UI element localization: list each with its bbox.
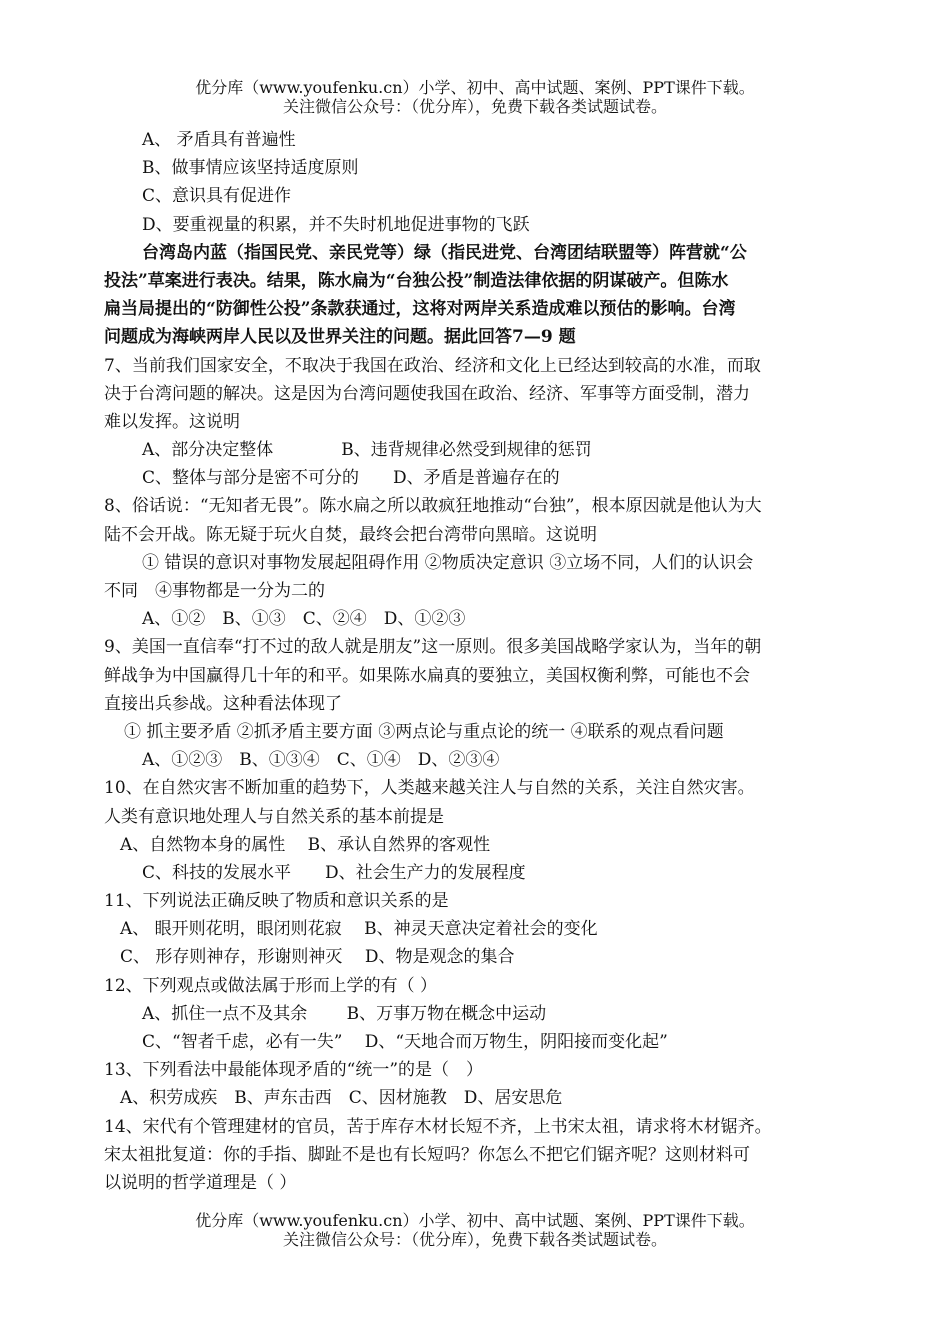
text-line: A、①②③ B、①③④ C、①④ D、②③④ xyxy=(142,750,500,771)
text-line: C、科技的发展水平 D、社会生产力的发展程度 xyxy=(142,862,526,883)
text-line: A、部分决定整体 B、违背规律必然受到规律的惩罚 xyxy=(142,440,592,461)
text-line: 7、当前我们国家安全，不取决于我国在政治、经济和文化上已经达到较高的水准，而取 xyxy=(104,355,761,376)
text-line: ① 抓主要矛盾 ②抓矛盾主要方面 ③两点论与重点论的统一 ④联系的观点看问题 xyxy=(124,721,724,742)
text-line: C、整体与部分是密不可分的 D、矛盾是普遍存在的 xyxy=(142,468,560,489)
text-line: C、 形存则神存，形谢则神灭 D、物是观念的集合 xyxy=(120,947,515,968)
text-line: C、意识具有促进作 xyxy=(142,186,292,207)
text-line: 宋太祖批复道：你的手指、脚趾不是也有长短吗？你怎么不把它们锯齐呢？这则材料可 xyxy=(104,1144,750,1165)
text-line: 难以发挥。这说明 xyxy=(104,411,240,432)
text-line: A、抓住一点不及其余 B、万事万物在概念中运动 xyxy=(142,1003,547,1024)
text-line: 10、在自然灾害不断加重的趋势下，人类越来越关注人与自然的关系，关注自然灾害。 xyxy=(104,778,755,799)
text-line: A、 矛盾具有普遍性 xyxy=(142,130,296,150)
footer-line-1: 优分库（www.youfenku.cn）小学、初中、高中试题、案例、PPT课件下载。 xyxy=(195,1211,755,1230)
text-line: A、①② B、①③ C、②④ D、①②③ xyxy=(142,609,466,630)
question-text xyxy=(104,126,860,1197)
text-line: 人类有意识地处理人与自然关系的基本前提是 xyxy=(104,806,444,827)
text-line: ① 错误的意识对事物发展起阻碍作用 ②物质决定意识 ③立场不同，人们的认识会 xyxy=(142,552,754,573)
text-line: 决于台湾问题的解决。这是因为台湾问题使我国在政治、经济、军事等方面受制，潜力 xyxy=(104,383,750,404)
text-line: 台湾岛内蓝（指国民党、亲民党等）绿（指民进党、台湾团结联盟等）阵营就“公 xyxy=(142,242,747,263)
text-line: 鲜战争为中国赢得几十年的和平。如果陈水扁真的要独立，美国权衡利弊，可能也不会 xyxy=(104,665,750,686)
text-line: 14、宋代有个管理建材的官员，苦于库存木材长短不齐，上书宋太祖，请求将木材锯齐。 xyxy=(104,1116,772,1137)
text-line: A、 眼开则花明，眼闭则花寂 B、神灵天意决定着社会的变化 xyxy=(120,919,598,940)
page-header xyxy=(0,78,950,116)
text-line: D、要重视量的积累，并不失时机地促进事物的飞跃 xyxy=(142,214,530,235)
text-line: A、积劳成疾 B、声东击西 C、因材施教 D、居安思危 xyxy=(120,1088,563,1109)
text-line: 不同 ④事物都是一分为二的 xyxy=(104,581,325,601)
text-line: 12、下列观点或做法属于形而上学的有（ ） xyxy=(104,975,438,996)
page-footer xyxy=(0,1211,950,1249)
text-line: B、做事情应该坚持适度原则 xyxy=(142,158,359,179)
text-line: 8、俗话说：“无知者无畏”。陈水扁之所以敢疯狂地推动“台独”，根本原因就是他认为大 xyxy=(104,496,762,517)
text-line: 直接出兵参战。这种看法体现了 xyxy=(104,693,342,714)
text-line: 扁当局提出的“防御性公投”条款获通过，这将对两岸关系造成难以预估的影响。台湾 xyxy=(104,299,736,320)
header-line-2: 关注微信公众号：（优分库），免费下载各类试题试卷。 xyxy=(282,97,667,116)
text-line: 9、美国一直信奉“打不过的敌人就是朋友”这一原则。很多美国战略学家认为，当年的朝 xyxy=(104,637,762,658)
text-line: A、自然物本身的属性 B、承认自然界的客观性 xyxy=(120,834,491,855)
footer-line-2: 关注微信公众号：（优分库），免费下载各类试题试卷。 xyxy=(282,1230,667,1249)
text-line: 以说明的哲学道理是（ ） xyxy=(104,1172,297,1193)
text-line: 陆不会开战。陈无疑于玩火自焚，最终会把台湾带向黑暗。这说明 xyxy=(104,524,597,545)
text-line: 11、下列说法正确反映了物质和意识关系的是 xyxy=(104,891,449,912)
text-line: C、“智者千虑，必有一失” D、“天地合而万物生，阴阳接而变化起” xyxy=(142,1032,668,1052)
text-line: 投法”草案进行表决。结果，陈水扁为“台独公投”制造法律依据的阴谋破产。但陈水 xyxy=(104,270,729,291)
text-line: 13、下列看法中最能体现矛盾的“统一”的是（ ） xyxy=(104,1060,484,1081)
text-line: 问题成为海峡两岸人民以及世界关注的问题。据此回答7—9 题 xyxy=(104,327,576,348)
header-line-1: 优分库（www.youfenku.cn）小学、初中、高中试题、案例、PPT课件下载。 xyxy=(195,78,755,97)
